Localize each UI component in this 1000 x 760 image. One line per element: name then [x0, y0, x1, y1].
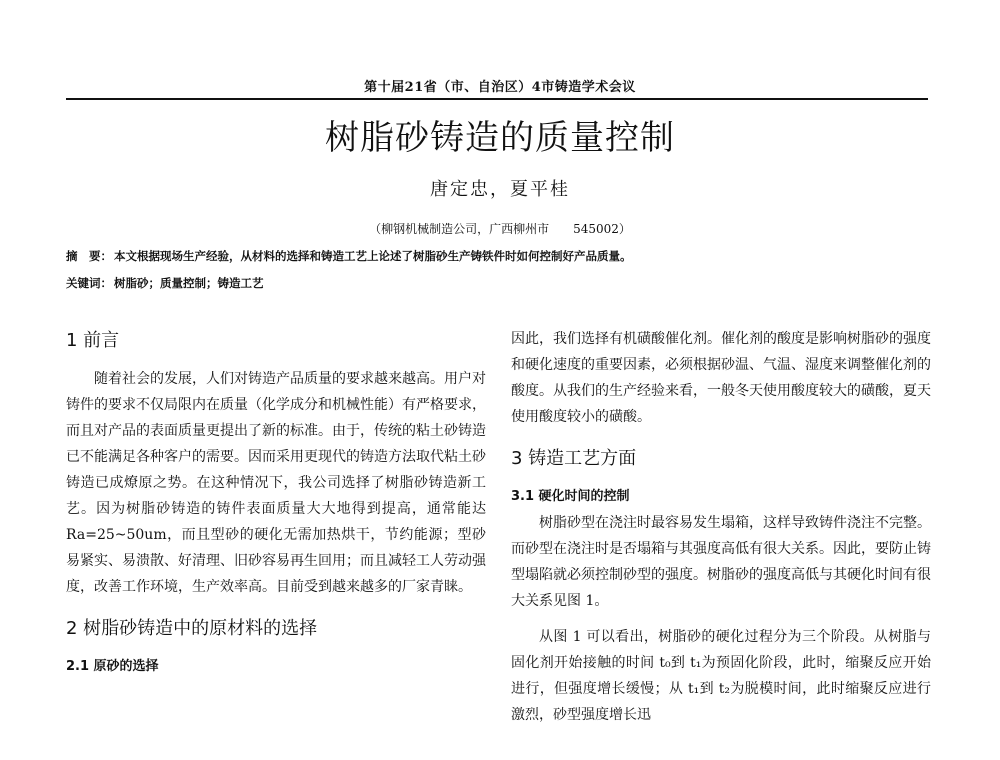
abstract-text: 本文根据现场生产经验，从材料的选择和铸造工艺上论述了树脂砂生产铸铁件时如何控制好产品质量。 — [114, 249, 632, 263]
postal-code: 545002） — [573, 222, 631, 236]
right-column — [511, 326, 931, 728]
conference-header: 第十届21省（市、自治区）4市铸造学术会议 — [364, 80, 636, 95]
keywords-label: 关键词： — [66, 276, 112, 290]
carryover-paragraph: 因此，我们选择有机磺酸催化剂。催化剂的酸度是影响树脂砂的强度和硬化速度的重要因素，必须根据砂温、气温、湿度来调整催化剂的酸度。从我们的生产经验来看，一般冬天使用酸度较大的磺酸，夏天使用酸度较小的磺酸。 — [511, 331, 931, 425]
section-3-1-paragraph-2: 从图 1 可以看出，树脂砂的硬化过程分为三个阶段。从树脂与固化剂开始接触的时间 t₀到 t₁为预固化阶段，此时，缩聚反应开始进行，但强度增长缓慢；从 t₁到 t₂为脱模时间，此时缩聚反应进行激烈，砂型强度增长迅 — [511, 629, 931, 723]
affiliation-text: （柳钢机械制造公司，广西柳州市 — [369, 222, 550, 236]
paper-title: 树脂砂铸造的质量控制 — [325, 118, 675, 158]
section-2-heading: 2 树脂砂铸造中的原材料的选择 — [66, 618, 318, 639]
section-3-1-paragraph-1: 树脂砂型在浇注时最容易发生塌箱，这样导致铸件浇注不完整。而砂型在浇注时是否塌箱与其强度高低有很大关系。因此，要防止铸型塌陷就必须控制砂型的强度。树脂砂的强度高低与其硬化时间有很大关系见图 1。 — [511, 515, 931, 609]
affiliation — [0, 220, 1000, 237]
section-2-1-heading: 2.1 原砂的选择 — [66, 659, 159, 674]
abstract — [66, 248, 946, 264]
authors: 唐定忠，夏平桂 — [430, 179, 570, 200]
section-3-1-heading: 3.1 硬化时间的控制 — [511, 489, 630, 504]
keywords — [66, 275, 946, 291]
section-1-paragraph: 随着社会的发展，人们对铸造产品质量的要求越来越高。用户对铸件的要求不仅局限内在质量（化学成分和机械性能）有严格要求，而且对产品的表面质量更提出了新的标准。由于，传统的粘土砂铸造已不能满足各种客户的需要。因而采用更现代的铸造方法取代粘土砂铸造已成燎原之势。在这种情况下，我公司选择了树脂砂铸造新工艺。因为树脂砂铸造的铸件表面质量大大地得到提高，通常能达 Ra=25~50um，而且型砂的硬化无需加热烘干，节约能源；型砂易紧实、易溃散、好清理、旧砂容易再生回用；而且减轻工人劳动强度，改善工作环境，生产效率高。目前受到越来越多的厂家青睐。 — [66, 371, 486, 595]
keywords-text: 树脂砂；质量控制；铸造工艺 — [114, 276, 264, 290]
section-1-heading: 1 前言 — [66, 330, 120, 351]
header-rule — [66, 98, 928, 100]
section-3-heading: 3 铸造工艺方面 — [511, 448, 637, 469]
abstract-label: 摘 要： — [66, 249, 112, 263]
left-column — [66, 326, 486, 680]
